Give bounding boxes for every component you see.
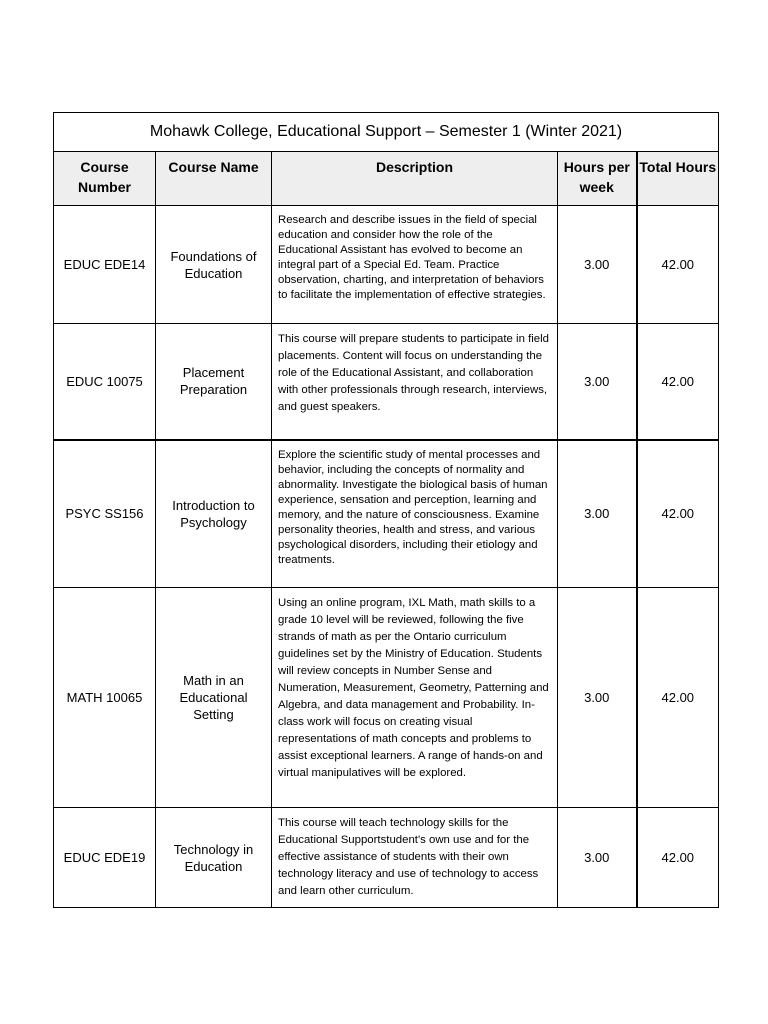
course-name: Placement Preparation — [156, 324, 272, 440]
course-name: Math in an Educational Setting — [156, 588, 272, 808]
title-row — [54, 113, 719, 152]
course-number: EDUC 10075 — [54, 324, 156, 440]
course-name: Foundations of Education — [156, 206, 272, 324]
table-row — [54, 206, 719, 324]
header-description: Description — [272, 152, 558, 206]
course-description: Using an online program, IXL Math, math skills to a grade 10 level will be reviewed, following the five strands of math as per the Ontario curriculum guidelines set by the Ministry of Education. Students will review concepts in Number Sense and Numeration, Measurement, Geometry, Patterning and Algebra, and data management and Probability. In-class work will focus on creating visual representations of math concepts and problems to assist exceptional learners. A range of hands-on and virtual manipulatives will be explored. — [272, 588, 558, 808]
table-row — [54, 808, 719, 908]
table-row — [54, 588, 719, 808]
hours-per-week: 3.00 — [558, 324, 637, 440]
total-hours: 42.00 — [637, 324, 719, 440]
total-hours: 42.00 — [637, 808, 719, 908]
table-row — [54, 324, 719, 440]
hours-per-week: 3.00 — [558, 440, 637, 588]
header-total-hours: Total Hours — [637, 152, 719, 206]
course-description: Research and describe issues in the field of special education and consider how the role of the Educational Assistant has evolved to become an integral part of a Special Ed. Team. Practice observation, charting, and interpretation of behaviors to facilitate the implementation of effective strategies. — [272, 206, 558, 324]
header-course-number: Course Number — [54, 152, 156, 206]
course-number: EDUC EDE19 — [54, 808, 156, 908]
course-name: Introduction to Psychology — [156, 440, 272, 588]
total-hours: 42.00 — [637, 440, 719, 588]
header-course-name: Course Name — [156, 152, 272, 206]
header-hours-per-week: Hours per week — [558, 152, 637, 206]
course-description: This course will teach technology skills for the Educational Supportstudent's own use and for the effective assistance of students with their own technology literacy and use of technology to access and learn other curriculum. — [272, 808, 558, 908]
course-number: EDUC EDE14 — [54, 206, 156, 324]
table-title: Mohawk College, Educational Support – Semester 1 (Winter 2021) — [54, 113, 719, 152]
course-name: Technology in Education — [156, 808, 272, 908]
hours-per-week: 3.00 — [558, 588, 637, 808]
total-hours: 42.00 — [637, 206, 719, 324]
course-table — [53, 112, 719, 908]
table-row — [54, 440, 719, 588]
hours-per-week: 3.00 — [558, 808, 637, 908]
course-description: Explore the scientific study of mental processes and behavior, including the concepts of normality and abnormality. Investigate the biological basis of human experience, sensation and perception, learning and memory, and the nature of consciousness. Examine personality theories, health and stress, and various psychological disorders, including their etiology and treatments. — [272, 440, 558, 588]
header-row — [54, 152, 719, 206]
course-number: MATH 10065 — [54, 588, 156, 808]
course-description: This course will prepare students to participate in field placements. Content will focus on understanding the role of the Educational Assistant, and collaboration with other professionals through research, interviews, and guest speakers. — [272, 324, 558, 440]
hours-per-week: 3.00 — [558, 206, 637, 324]
course-number: PSYC SS156 — [54, 440, 156, 588]
total-hours: 42.00 — [637, 588, 719, 808]
